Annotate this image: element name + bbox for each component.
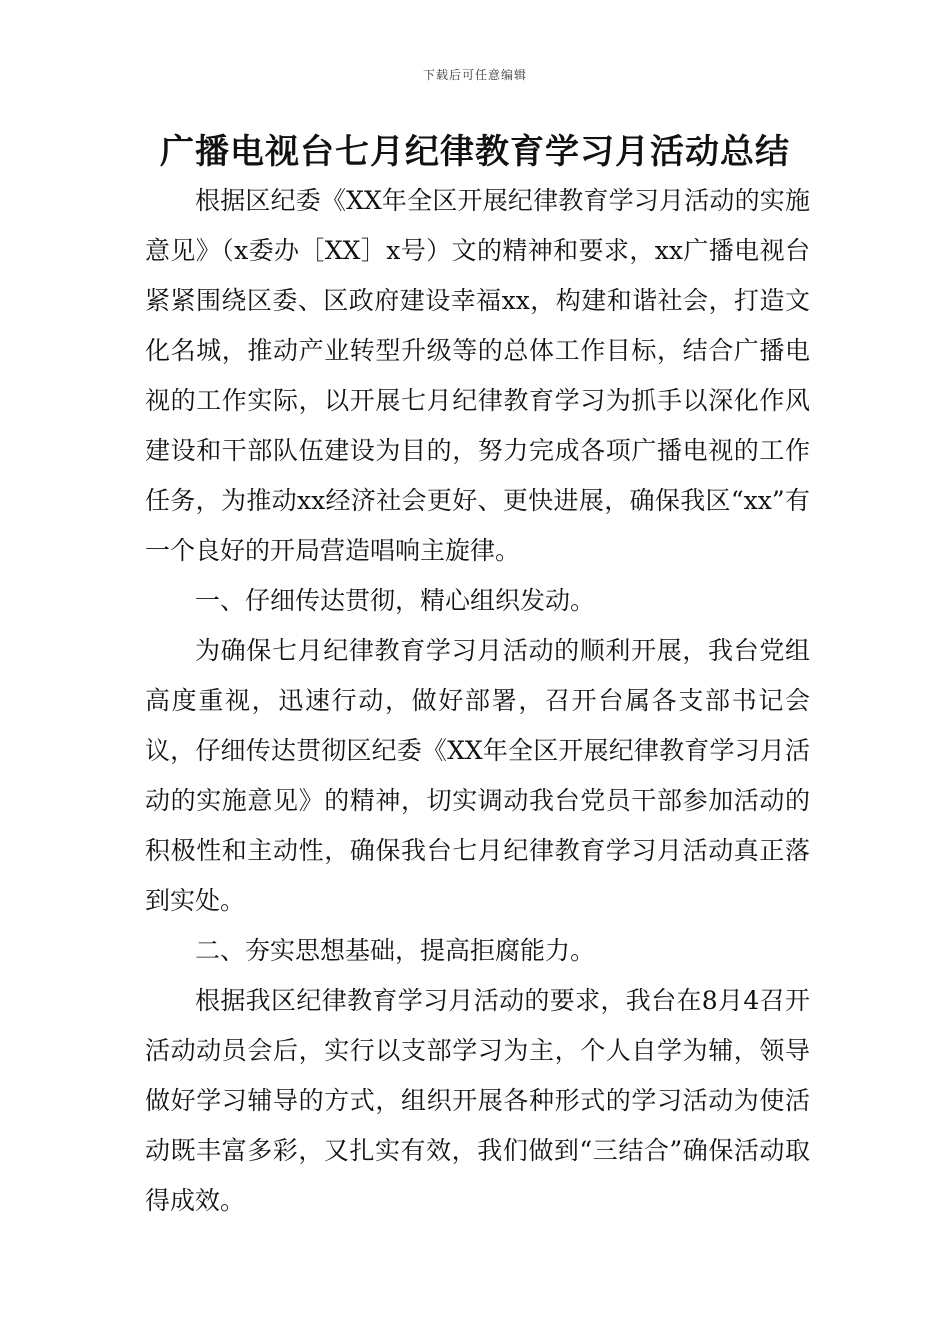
paragraph-section-2: 根据我区纪律教育学习月活动的要求，我台在8月4召开活动动员会后，实行以支部学习为主，个人自学为辅，领导做好学习辅导的方式，组织开展各种形式的学习活动为使活动既丰富多彩，又扎实有效，我们做到“三结合”确保活动取得成效。 — [145, 986, 810, 1215]
section-heading-1: 一、仔细传达贯彻，精心组织发动。 — [195, 586, 596, 615]
document-title: 广播电视台七月纪律教育学习月活动总结 — [160, 132, 790, 172]
paragraph-intro: 根据区纪委《XX年全区开展纪律教育学习月活动的实施意见》（x委办［XX］x号）文的精神和要求，xx广播电视台紧紧围绕区委、区政府建设幸福xx，构建和谐社会，打造文化名城，推动产业转型升级等的总体工作目标，结合广播电视的工作实际，以开展七月纪律教育学习为抓手以深化作风建设和干部队伍建设为目的，努力完成各项广播电视的工作任务，为推动xx经济社会更好、更快进展，确保我区“xx”有一个良好的开局营造唱响主旋律。 — [145, 186, 810, 565]
section-heading-2: 二、夯实思想基础，提高拒腐能力。 — [195, 936, 596, 965]
document-body — [145, 176, 810, 1226]
page-header-note: 下载后可任意编辑 — [422, 68, 527, 82]
paragraph-section-1: 为确保七月纪律教育学习月活动的顺利开展，我台党组高度重视，迅速行动，做好部署，召开台属各支部书记会议，仔细传达贯彻区纪委《XX年全区开展纪律教育学习月活动的实施意见》的精神，切实调动我台党员干部参加活动的积极性和主动性，确保我台七月纪律教育学习月活动真正落到实处。 — [145, 636, 810, 915]
